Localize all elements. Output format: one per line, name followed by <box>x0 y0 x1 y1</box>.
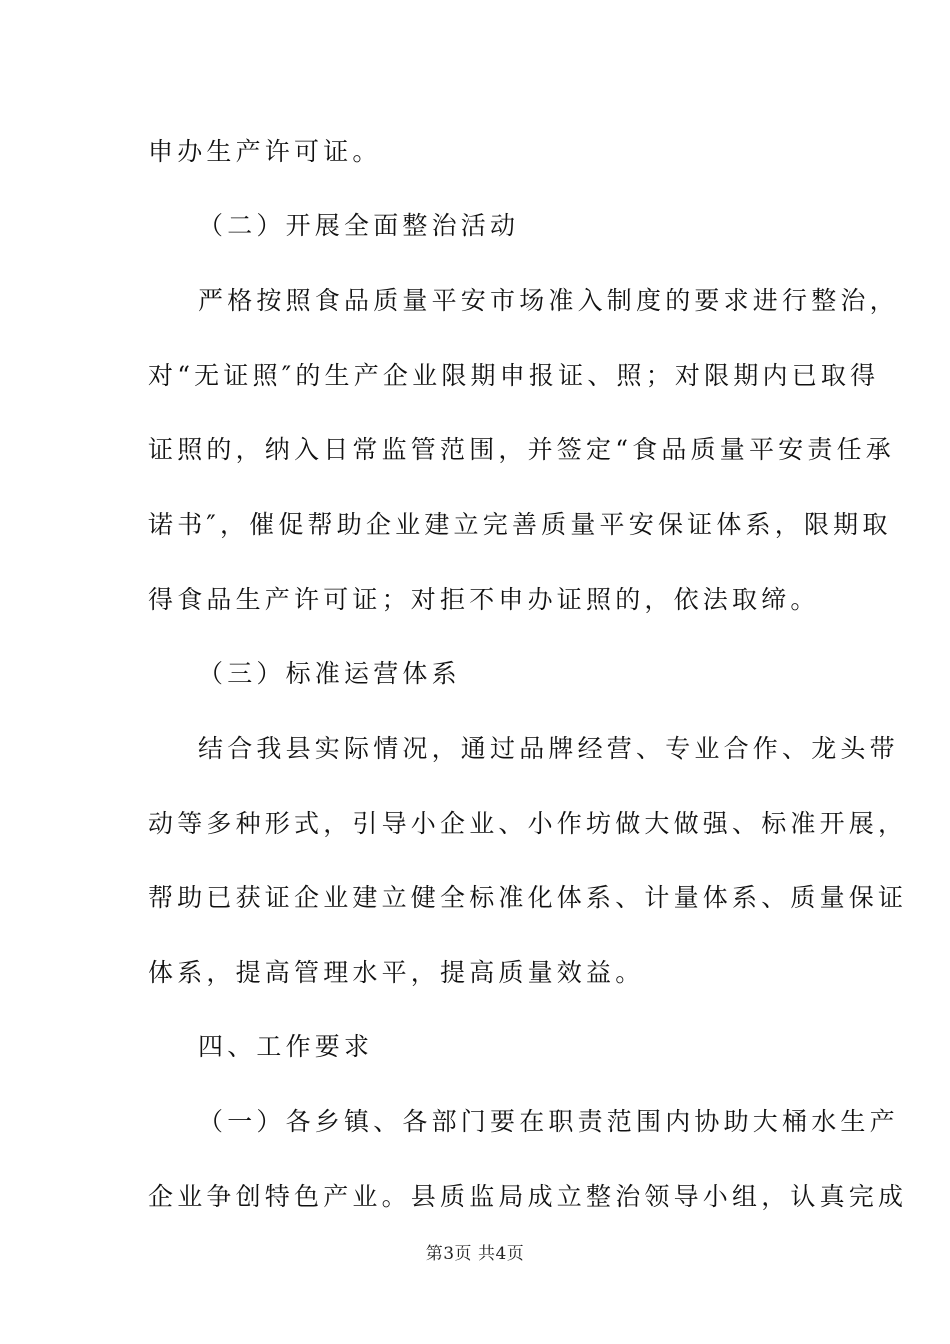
body-text-line: 体系，提高管理水平，提高质量效益。 <box>148 958 645 987</box>
section-heading: （三）标准运营体系 <box>198 659 461 688</box>
body-text-line: 帮助已获证企业建立健全标准化体系、计量体系、质量保证 <box>148 883 908 912</box>
paragraph-start-line: 结合我县实际情况，通过品牌经营、专业合作、龙头带 <box>198 734 899 763</box>
body-text-line: 诺书″，催促帮助企业建立完善质量平安保证体系，限期取 <box>148 510 892 539</box>
paragraph-start-line: （一）各乡镇、各部门要在职责范围内协助大桶水生产 <box>198 1107 899 1136</box>
body-text-line: 动等多种形式，引导小企业、小作坊做大做强、标准开展， <box>148 809 908 838</box>
page-number-footer: 第3页 共4页 <box>425 1244 525 1264</box>
section-heading: 四、工作要求 <box>198 1032 374 1061</box>
body-text-line: 得食品生产许可证；对拒不申办证照的，依法取缔。 <box>148 585 820 614</box>
paragraph-start-line: 严格按照食品质量平安市场准入制度的要求进行整治， <box>198 286 899 315</box>
body-text-line: 对“无证照″的生产企业限期申报证、照；对限期内已取得 <box>148 361 880 390</box>
body-text-line: 申办生产许可证。 <box>148 137 382 166</box>
section-heading: （二）开展全面整治活动 <box>198 211 520 240</box>
body-text-line: 企业争创特色产业。县质监局成立整治领导小组，认真完成 <box>148 1182 908 1211</box>
body-text-line: 证照的，纳入日常监管范围，并签定“食品质量平安责任承 <box>148 435 895 464</box>
